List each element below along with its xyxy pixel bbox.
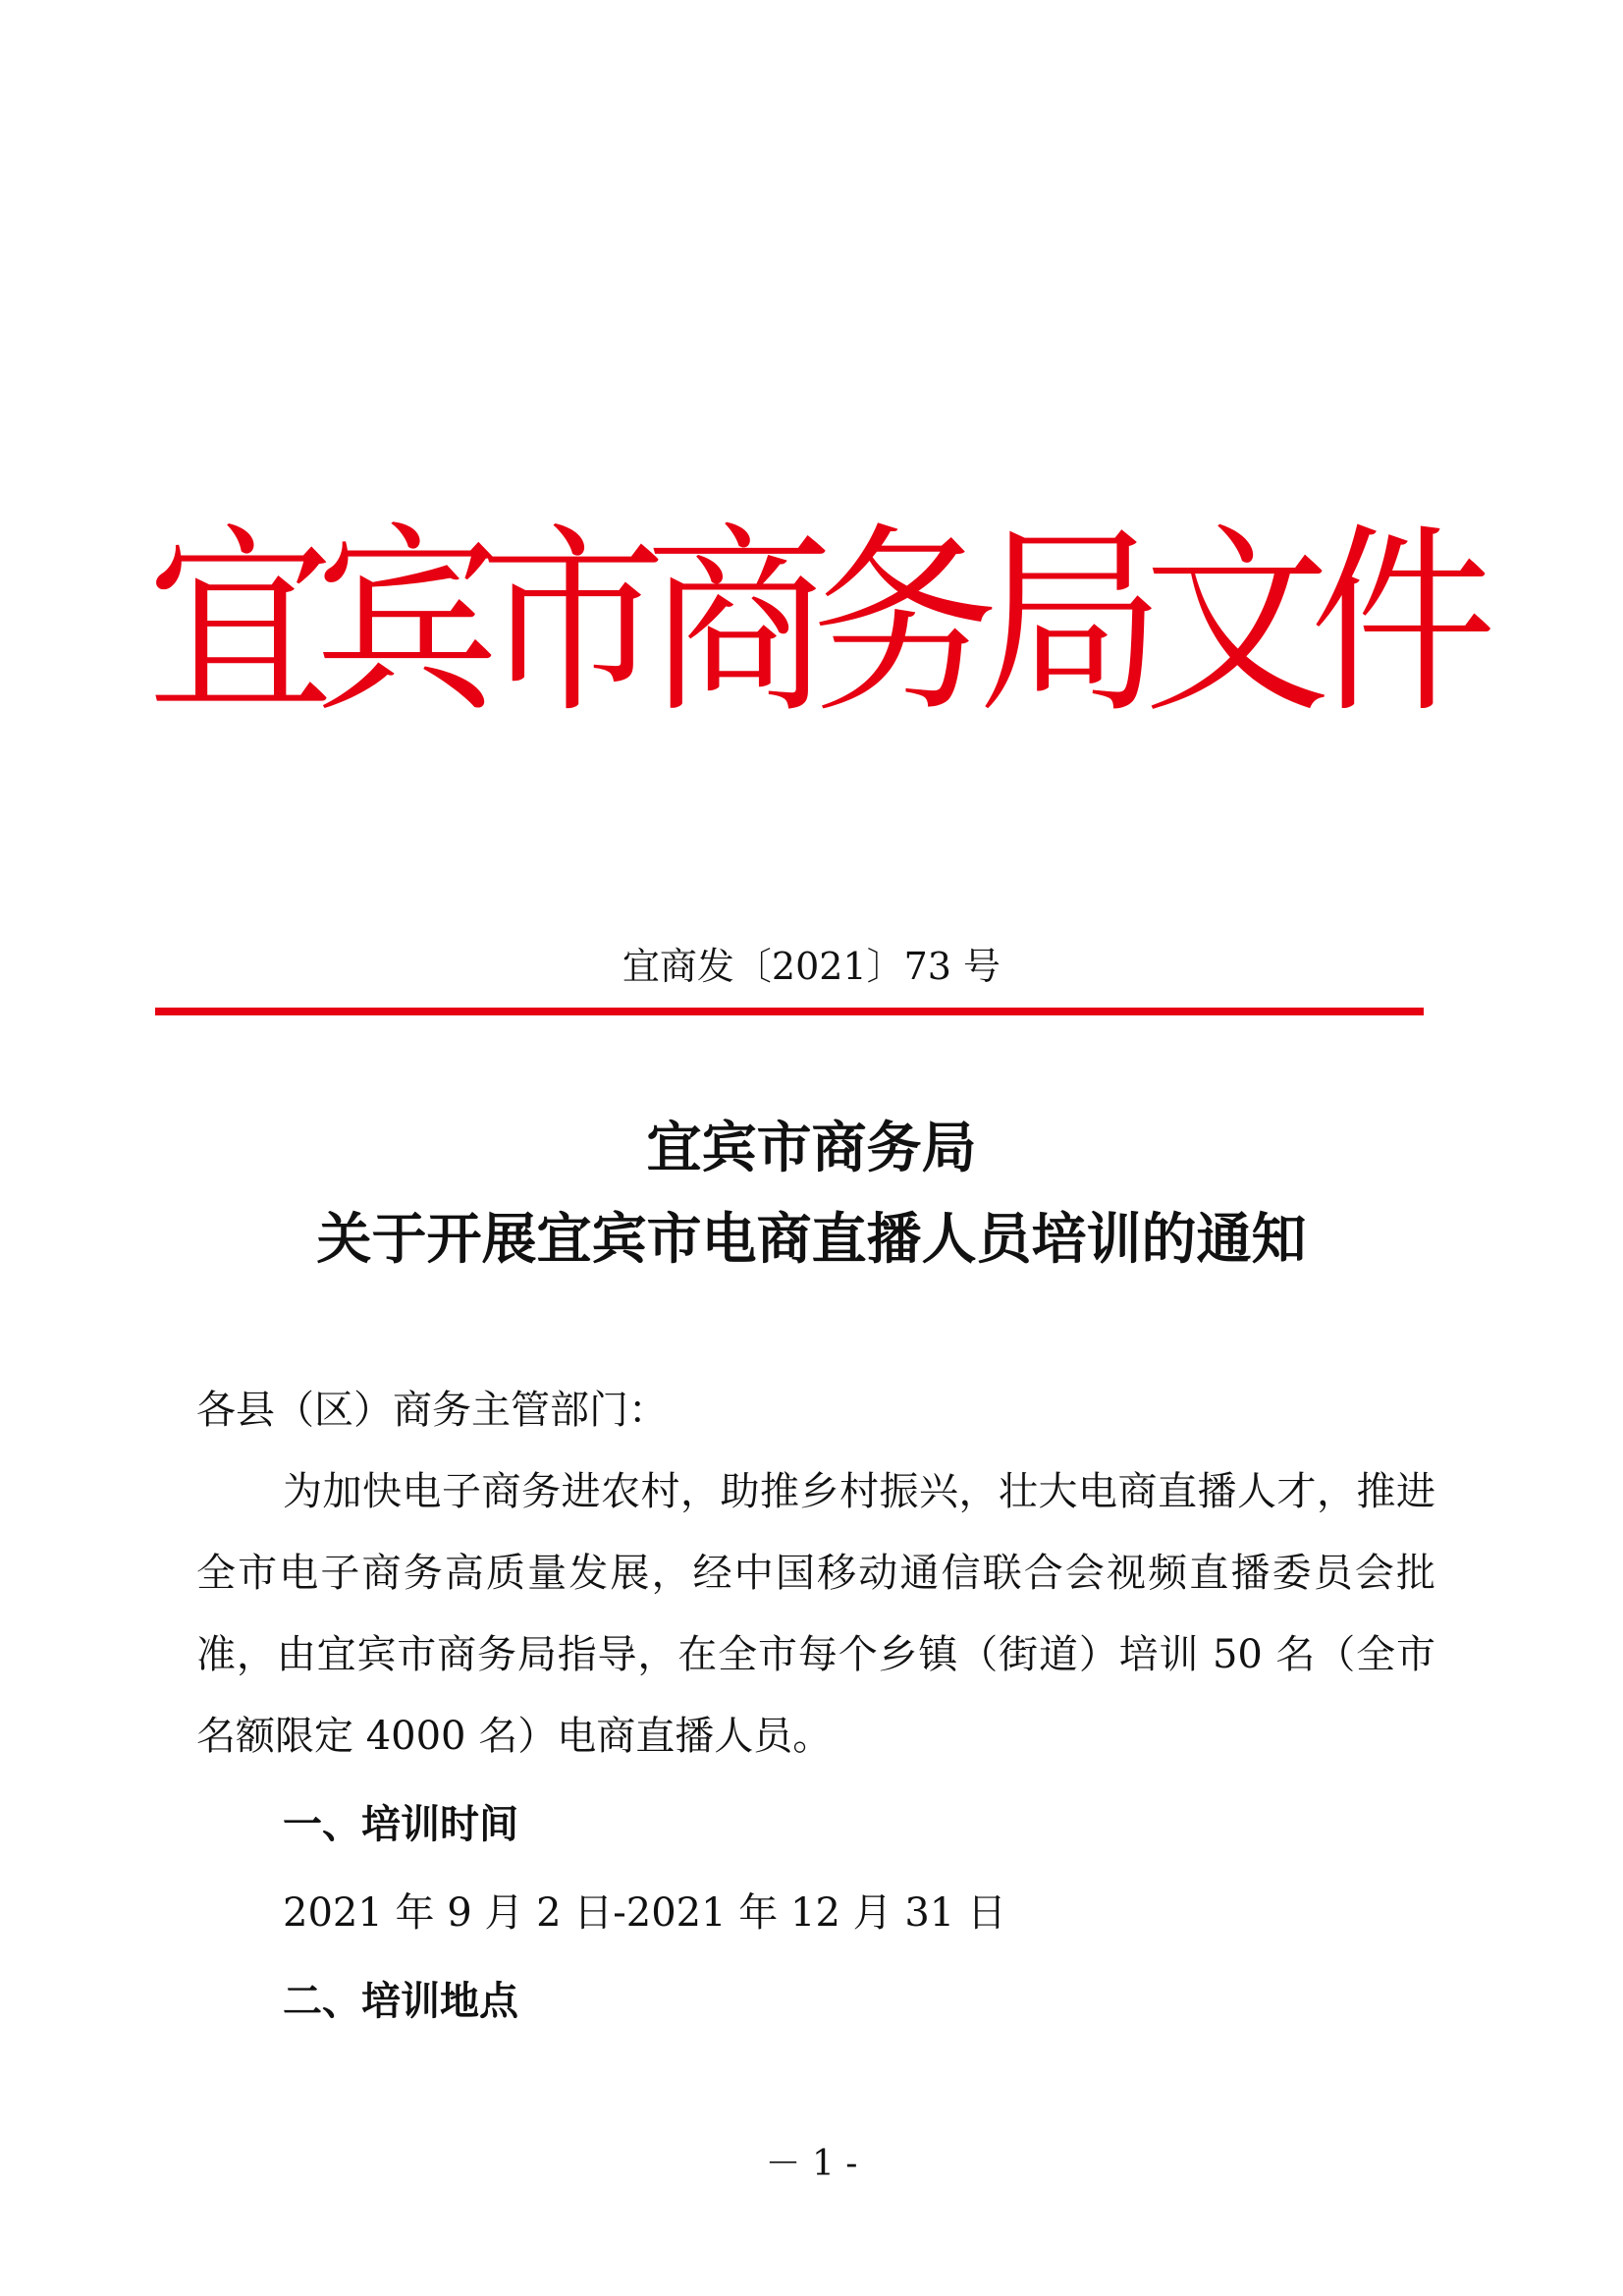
masthead-char: 宾 bbox=[313, 506, 501, 740]
body-paragraph: 为加快电子商务进农村，助推乡村振兴，壮大电商直播人才，推进全市电子商务高质量发展，经中国移动通信联合会视频直播委员会批准，由宜宾市商务局指导，在全市每个乡镇（街道）培训 50 名（全市名额限定 4000 名）电商直播人员。 bbox=[196, 1469, 1435, 1759]
section-heading-training-time: 一、培训时间 bbox=[283, 1802, 518, 1847]
masthead-char: 商 bbox=[645, 506, 833, 740]
masthead-title bbox=[147, 502, 1496, 745]
salutation: 各县（区）商务主管部门： bbox=[196, 1388, 668, 1433]
masthead-char: 局 bbox=[977, 506, 1164, 740]
red-separator-line bbox=[155, 1008, 1424, 1015]
masthead-char: 务 bbox=[811, 506, 999, 740]
masthead-char: 件 bbox=[1309, 506, 1496, 740]
document-number: 宜商发〔2021〕73 号 bbox=[622, 945, 1001, 988]
document-title-line-2: 关于开展宜宾市电商直播人员培训的通知 bbox=[316, 1208, 1307, 1272]
document-title-line-1: 宜宾市商务局 bbox=[646, 1117, 977, 1180]
masthead-char: 宜 bbox=[147, 506, 335, 740]
page-number: － 1 - bbox=[765, 2144, 858, 2184]
masthead-char: 文 bbox=[1143, 506, 1330, 740]
section-heading-training-location: 二、培训地点 bbox=[283, 1979, 518, 2024]
training-date-range: 2021 年 9 月 2 日-2021 年 12 月 31 日 bbox=[283, 1890, 1006, 1936]
masthead-char: 市 bbox=[479, 506, 667, 740]
